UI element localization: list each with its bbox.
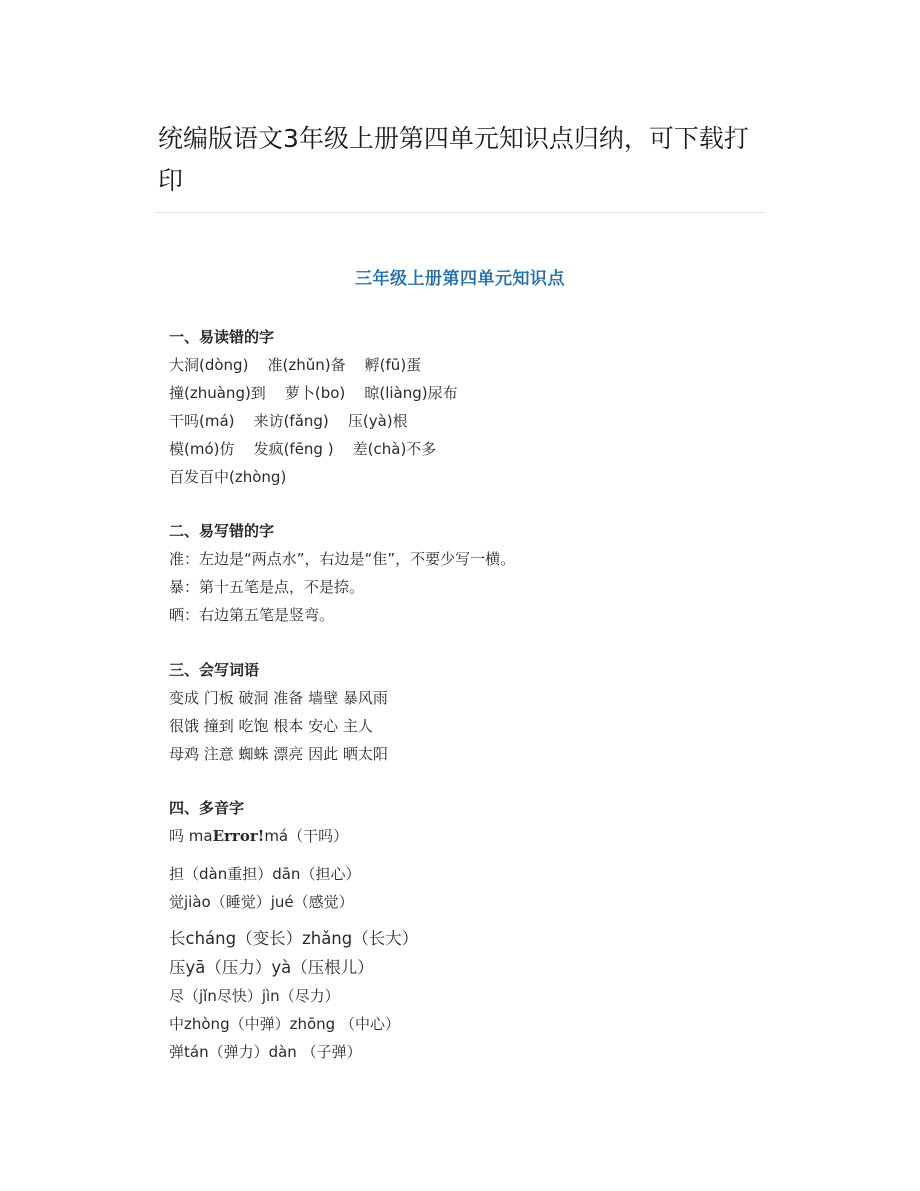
section-heading: 三、会写词语 — [169, 661, 260, 679]
text-line: 撞(zhuàng)到 萝卜(bo) 晾(liàng)尿布 — [169, 384, 458, 402]
section-subtitle: 三年级上册第四单元知识点 — [355, 269, 565, 289]
text-line: 准：左边是“两点水”，右边是“隹”，不要少写一横。 — [169, 550, 516, 568]
text-line: 弹tán（弹力）dàn （子弹） — [169, 1043, 362, 1061]
text-line: 大洞(dòng) 准(zhǔn)备 孵(fū)蛋 — [169, 356, 422, 374]
text-line: 干吗(má) 来访(fǎng) 压(yà)根 — [169, 412, 408, 430]
text-line: 担（dàn重担）dān（担心） — [169, 865, 361, 883]
text-line: 百发百中(zhòng) — [169, 468, 287, 486]
section-easy-miswrite — [169, 517, 769, 629]
section-heading: 一、易读错的字 — [169, 328, 275, 346]
text-line: 长cháng（变长）zhǎng（长大） — [169, 929, 419, 948]
text-line: 变成 门板 破洞 准备 墙壁 暴风雨 — [169, 689, 388, 707]
title-divider — [156, 212, 764, 213]
section-polyphones-cont-c — [169, 982, 769, 1066]
section-polyphones-cont-a — [169, 860, 769, 916]
text-line: 压yā（压力）yà（压根儿） — [169, 958, 374, 977]
text-line: 很饿 撞到 吃饱 根本 安心 主人 — [169, 717, 373, 735]
text-line: 母鸡 注意 蜘蛛 漂亮 因此 晒太阳 — [169, 745, 388, 763]
section-polyphones-cont-b — [169, 924, 769, 982]
text-line: 模(mó)仿 发疯(fēng ) 差(chà)不多 — [169, 440, 437, 458]
text-line — [169, 822, 769, 850]
text-line: 中zhòng（中弹）zhōng （中心） — [169, 1015, 400, 1033]
text-line: 晒：右边第五笔是竖弯。 — [169, 606, 335, 624]
section-heading: 四、多音字 — [169, 799, 245, 817]
section-polyphones — [169, 794, 769, 850]
section-heading: 二、易写错的字 — [169, 522, 275, 540]
text-segment: 吗 ma — [169, 827, 213, 845]
section-easy-misread — [169, 323, 769, 491]
text-line: 尽（jǐn尽快）jìn（尽力） — [169, 987, 340, 1005]
text-segment: má（干吗） — [264, 827, 349, 845]
section-words — [169, 656, 769, 768]
error-text: Error! — [212, 827, 265, 845]
document-title: 统编版语文3年级上册第四单元知识点归纳，可下载打印 — [158, 124, 749, 195]
text-line: 觉jiào（睡觉）jué（感觉） — [169, 893, 354, 911]
text-line: 暴：第十五笔是点，不是捺。 — [169, 578, 365, 596]
